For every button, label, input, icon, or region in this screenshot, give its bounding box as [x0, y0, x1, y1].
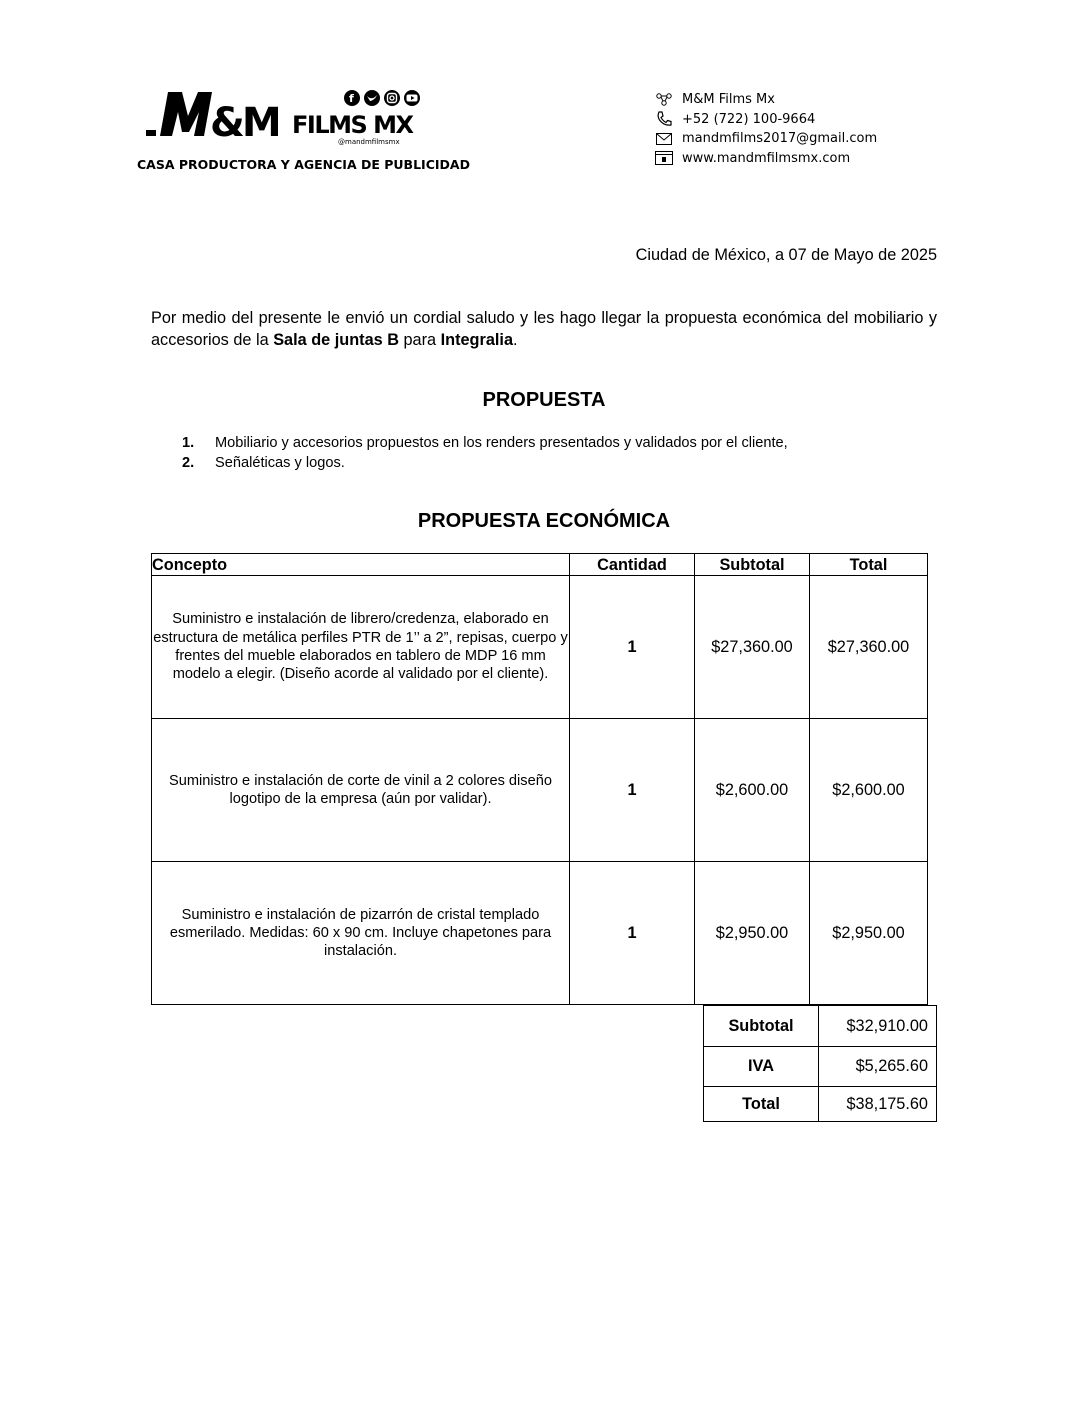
totals-total-row	[704, 1087, 937, 1122]
contact-phone-text: +52 (722) 100-9664	[682, 111, 816, 127]
list-item-text: Mobiliario y accesorios propuestos en los renders presentados y validados por el cliente,	[215, 435, 788, 451]
intro-client-name: Integralia	[440, 331, 513, 349]
contact-block	[654, 90, 877, 168]
economic-proposal-heading: PROPUESTA ECONÓMICA	[417, 510, 671, 532]
contact-row-phone	[654, 110, 877, 130]
iva-value: $5,265.60	[819, 1047, 937, 1087]
company-logo	[142, 86, 432, 148]
table-row	[152, 576, 928, 719]
envelope-icon	[654, 131, 674, 147]
total-label: Total	[704, 1087, 819, 1122]
contact-email-text: mandmfilms2017@gmail.com	[682, 131, 878, 147]
list-item	[182, 453, 788, 473]
list-item	[182, 433, 788, 453]
people-network-icon	[654, 92, 674, 108]
row-concepto: Suministro e instalación de librero/credenza, elaborado en estructura de metálica perfiles PTR de 1’’ a 2”, repisas, cuerpo y frentes del mueble elaborados en tablero de MDP 16 mm modelo a elegir. (Diseño acorde al validado por el cliente).	[152, 576, 570, 719]
row-cantidad: 1	[570, 862, 695, 1005]
totals-iva-row	[704, 1047, 937, 1087]
svg-text:@mandmfilmsmx: @mandmfilmsmx	[338, 138, 400, 146]
svg-text:FILMS MX: FILMS MX	[292, 111, 413, 139]
row-cantidad: 1	[570, 576, 695, 719]
contact-name-text: M&M Films Mx	[682, 92, 775, 108]
subtotal-value: $32,910.00	[819, 1006, 937, 1047]
phone-icon	[654, 111, 674, 127]
date-line: Ciudad de México, a 07 de Mayo de 2025	[635, 246, 937, 264]
row-subtotal: $2,600.00	[695, 719, 810, 862]
totals-table	[703, 1005, 937, 1122]
header-concepto: Concepto	[152, 554, 570, 576]
contact-row-name	[654, 90, 877, 110]
quote-table	[151, 553, 928, 1005]
company-tagline: CASA PRODUCTORA Y AGENCIA DE PUBLICIDAD	[137, 157, 470, 172]
intro-text-mid: para	[398, 331, 441, 349]
svg-text:f: f	[349, 92, 354, 105]
row-total: $2,950.00	[810, 862, 928, 1005]
proposal-heading: PROPUESTA	[482, 389, 606, 411]
row-total: $2,600.00	[810, 719, 928, 862]
proposal-list	[182, 433, 788, 473]
svg-text:&M: &M	[210, 100, 279, 146]
header-cantidad: Cantidad	[570, 554, 695, 576]
intro-room-name: Sala de juntas B	[273, 331, 399, 349]
iva-label: IVA	[704, 1047, 819, 1087]
row-subtotal: $27,360.00	[695, 576, 810, 719]
contact-row-email	[654, 129, 877, 149]
contact-web-text: www.mandmfilmsmx.com	[682, 150, 851, 166]
intro-paragraph	[151, 307, 937, 351]
row-concepto: Suministro e instalación de pizarrón de cristal templado esmerilado. Medidas: 60 x 90 cm. Incluye chapetones para instalación.	[152, 862, 570, 1005]
web-icon	[654, 150, 674, 166]
totals-subtotal-row	[704, 1006, 937, 1047]
total-value: $38,175.60	[819, 1087, 937, 1122]
table-header-row	[152, 554, 928, 576]
header-subtotal: Subtotal	[695, 554, 810, 576]
intro-text-end: .	[513, 331, 518, 349]
header-total: Total	[810, 554, 928, 576]
contact-row-web	[654, 149, 877, 169]
table-row	[152, 719, 928, 862]
intro-text-start: Por medio del presente le envió un cordial saludo y les hago llegar la propuesta económica del mobiliario y accesorios de la	[151, 309, 937, 349]
row-cantidad: 1	[570, 719, 695, 862]
row-subtotal: $2,950.00	[695, 862, 810, 1005]
row-concepto: Suministro e instalación de corte de vinil a 2 colores diseño logotipo de la empresa (aún por validar).	[152, 719, 570, 862]
row-total: $27,360.00	[810, 576, 928, 719]
list-item-number: 1.	[182, 435, 195, 451]
subtotal-label: Subtotal	[704, 1006, 819, 1047]
table-row	[152, 862, 928, 1005]
list-item-number: 2.	[182, 455, 195, 471]
list-item-text: Señaléticas y logos.	[215, 455, 345, 471]
